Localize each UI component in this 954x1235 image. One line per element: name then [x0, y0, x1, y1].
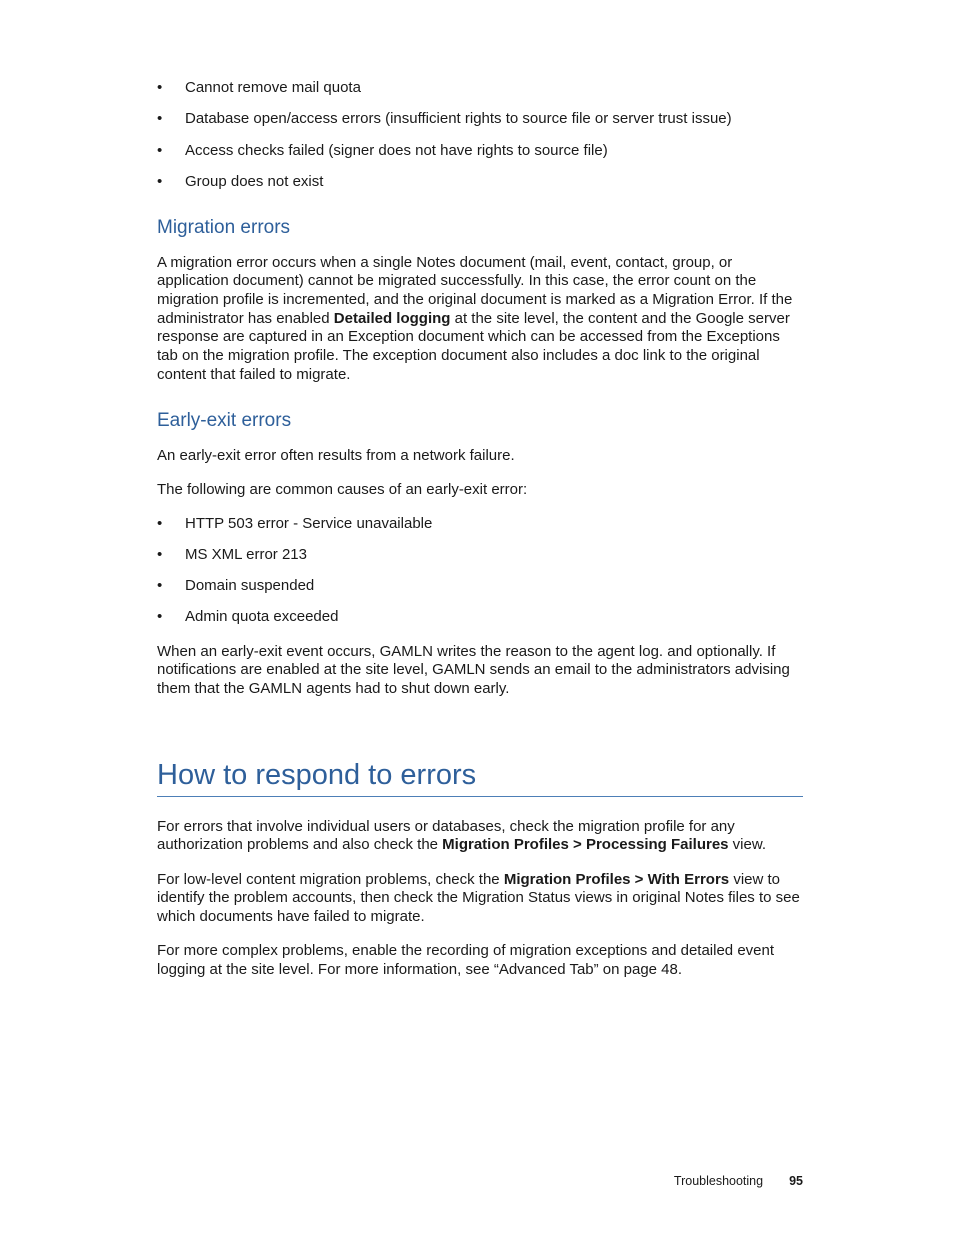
respond-paragraph-1: For errors that involve individual users or databases, check the migration profile for any authorization problems and also check the Migration Profiles > Processing Failures view. — [157, 817, 767, 854]
respond-to-errors-heading: How to respond to errors — [157, 758, 803, 797]
respond-paragraph-2: For low-level content migration problems, check the Migration Profiles > With Errors view to identify the problem accounts, then check the Migration Status views in original Notes files to see which documents have failed to migrate. — [157, 870, 800, 926]
bullet: • — [157, 515, 163, 533]
early-exit-intro: An early-exit error often results from a network failure. — [157, 446, 515, 464]
early-exit-causes-list — [157, 515, 803, 627]
bullet: • — [157, 577, 163, 595]
list-item: • Access checks failed (signer does not have rights to source file) — [157, 141, 608, 159]
detailed-logging-term: Detailed logging — [333, 309, 451, 327]
bullet: • — [157, 546, 163, 564]
bullet: • — [157, 79, 163, 96]
bullet: • — [157, 172, 163, 190]
early-exit-event-paragraph: When an early-exit event occurs, GAMLN writes the reason to the agent log. and optionally. If notifications are enabled at the site level, GAMLN sends an email to the administrators advising them that the GAMLN agents had to shut down early. — [157, 642, 790, 698]
migration-errors-paragraph: A migration error occurs when a single Notes document (mail, event, contact, group, or application document) cannot be migrated successfully. In this case, the error count on the migration profile is incremented, and the original document is marked as a Migration Error. If the administrator has enabled Detailed logging at the site level, the content and the Google server response are captured in an Exception document which can be accessed from the Exceptions tab on the migration profile. The exception document also includes a doc link to the original content that failed to migrate. — [157, 253, 793, 383]
error-causes-list — [157, 79, 803, 192]
processing-failures-view-term: Migration Profiles > Processing Failures — [442, 836, 729, 854]
early-exit-errors-heading: Early-exit errors — [157, 409, 292, 431]
list-item: • Database open/access errors (insufficient rights to source file or server trust issue) — [157, 110, 732, 128]
list-item: • Domain suspended — [157, 577, 315, 595]
with-errors-view-term: Migration Profiles > With Errors — [503, 870, 730, 888]
page-footer — [674, 1174, 803, 1189]
list-item: • Cannot remove mail quota — [157, 79, 361, 96]
early-exit-causes-intro: The following are common causes of an early-exit error: — [157, 480, 528, 498]
bullet: • — [157, 110, 163, 128]
list-item: • MS XML error 213 — [157, 546, 307, 564]
bullet: • — [157, 141, 163, 159]
footer-section-title: Troubleshooting — [673, 1174, 764, 1188]
page-content — [157, 79, 803, 980]
respond-paragraph-3: For more complex problems, enable the recording of migration exceptions and detailed event logging at the site level. For more information, see “Advanced Tab” on page 48. — [157, 942, 775, 978]
list-item: • Group does not exist — [157, 172, 324, 190]
bullet: • — [157, 608, 163, 626]
page-number: 95 — [789, 1174, 803, 1188]
list-item: • HTTP 503 error - Service unavailable — [157, 515, 433, 533]
migration-errors-heading: Migration errors — [157, 216, 291, 238]
list-item: • Admin quota exceeded — [157, 608, 339, 626]
